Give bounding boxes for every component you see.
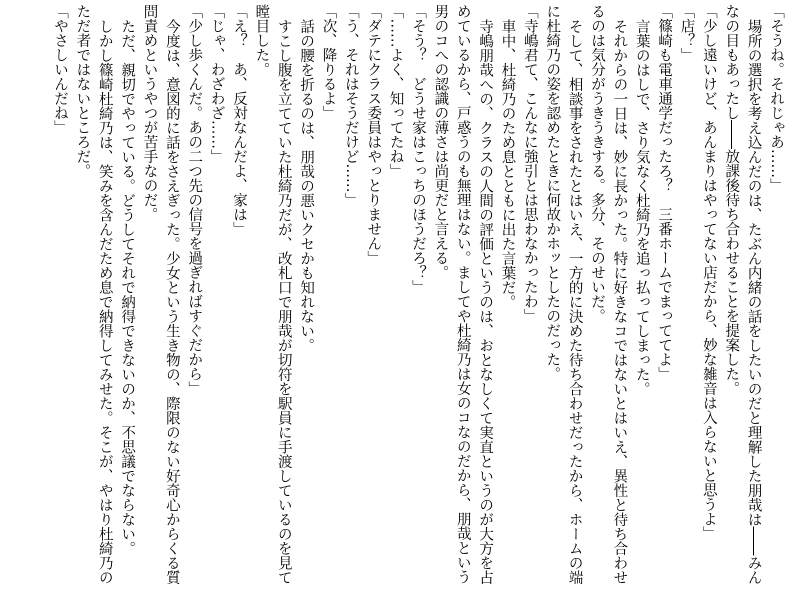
text-line: 「……よく、知ってたね」 bbox=[387, 4, 404, 178]
narration bbox=[295, 4, 317, 588]
vertical-text-page bbox=[49, 4, 787, 588]
text-line: 「じゃ、わざわざ……」 bbox=[208, 4, 225, 164]
text-line: 「え？ あ、反対なんだよ、家は」 bbox=[231, 4, 247, 236]
text-line: 言葉のはしで、さり気なく杜綺乃を追っ払ってしまった。 bbox=[633, 18, 650, 396]
dialogue bbox=[698, 4, 720, 588]
dialogue bbox=[384, 4, 406, 588]
text-line: しかし篠崎杜綺乃は、笑みを含んだため息で納得してみせた。そこが、やはり杜綺乃の bbox=[96, 18, 113, 584]
narration bbox=[116, 4, 138, 588]
text-line: るのは気分がうきうきする。多分、そのせいだ。 bbox=[589, 4, 605, 323]
text-line: 「店？」 bbox=[678, 4, 695, 62]
text-line: に杜綺乃の姿を認めたときに何故かホッとしたのだった。 bbox=[544, 4, 561, 381]
narration bbox=[720, 4, 765, 588]
text-line: 「篠崎も電車通学だったろ？ 三番ホームでまっててよ」 bbox=[656, 4, 673, 381]
text-line: 「う、それはそうだけど……」 bbox=[342, 4, 359, 207]
text-line: 「やさしいんだね」 bbox=[52, 4, 68, 135]
dialogue bbox=[340, 4, 362, 588]
dialogue bbox=[228, 4, 250, 588]
narration bbox=[586, 4, 631, 588]
text-line: すこし腹を立てていた杜綺乃だが、改札口で朋哉が切符を駅員に手渡しているのを見て bbox=[275, 18, 292, 584]
dialogue bbox=[407, 4, 429, 588]
text-line: 「少し遠いけど、あんまりはやってない店だから、妙な雑音は入らないと思うよ」 bbox=[700, 4, 717, 541]
text-line: 「そうね。それじゃあ……」 bbox=[768, 4, 784, 193]
text-line: そして、相談事をされたとはいえ、一方的に決めた待ち合わせだったから、ホームの端 bbox=[566, 18, 583, 584]
text-line: 話の腰を折るのは、朋哉の悪いクセかも知れない。 bbox=[298, 18, 315, 352]
dialogue bbox=[49, 4, 71, 588]
text-line: 「次、降りるよ」 bbox=[320, 4, 337, 120]
text-line: 「少し歩くんだ。あの二つ先の信号を過ぎればすぐだから」 bbox=[186, 4, 203, 396]
narration bbox=[71, 4, 116, 588]
narration bbox=[541, 4, 586, 588]
text-line: 寺嶋朋哉への、クラスの人間の評価というのは、おとなしくて実直というのが大方を占 bbox=[477, 18, 494, 584]
text-line: 問責めというやつが苦手なのだ。 bbox=[141, 4, 158, 222]
dialogue bbox=[183, 4, 205, 588]
text-line: ただ者ではないところだ。 bbox=[74, 4, 91, 178]
narration bbox=[496, 4, 518, 588]
narration bbox=[630, 4, 652, 588]
dialogue bbox=[765, 4, 787, 588]
dialogue bbox=[205, 4, 227, 588]
text-line: 「ダテにクラス委員はやっとりません」 bbox=[365, 4, 382, 265]
narration bbox=[138, 4, 183, 588]
text-line: 車中、杜綺乃のため息とともに出た言葉だ。 bbox=[499, 18, 516, 309]
text-line: それからの一日は、妙に長かった。特に好きなコではないとはいえ、異性と待ち合わせ bbox=[611, 18, 628, 584]
narration bbox=[250, 4, 295, 588]
text-line: 今度は、意図的に話をさえぎった。少女という生き物の、際限のない好奇心からくる質 bbox=[163, 18, 180, 584]
dialogue bbox=[675, 4, 697, 588]
narration bbox=[429, 4, 496, 588]
dialogue bbox=[519, 4, 541, 588]
dialogue bbox=[317, 4, 339, 588]
text-line: 場所の選択を考え込んだのは、たぶん内緒の話をしたいのだと理解した朋哉は――みん bbox=[745, 18, 762, 584]
text-line: なの目もあったし――放課後待ち合わせることを提案した。 bbox=[723, 4, 740, 396]
text-line: 「そう？ どうせ家はこっちのほうだろ？」 bbox=[410, 4, 426, 294]
text-line: 瞠目した。 bbox=[253, 4, 270, 77]
dialogue bbox=[653, 4, 675, 588]
text-line: ただ、親切でやっている。どうしてそれで納得できないのか、不思議でならない。 bbox=[119, 18, 136, 555]
text-line: めているから、戸惑うのも無理はない。ましてや杜綺乃は女のコなのだから、朋哉という bbox=[454, 4, 471, 584]
text-line: 「寺嶋君て、こんなに強引とは思わなかったわ」 bbox=[521, 4, 538, 323]
text-line: 男のコへの認識の薄さは尚更だと言える。 bbox=[432, 4, 449, 280]
dialogue bbox=[362, 4, 384, 588]
